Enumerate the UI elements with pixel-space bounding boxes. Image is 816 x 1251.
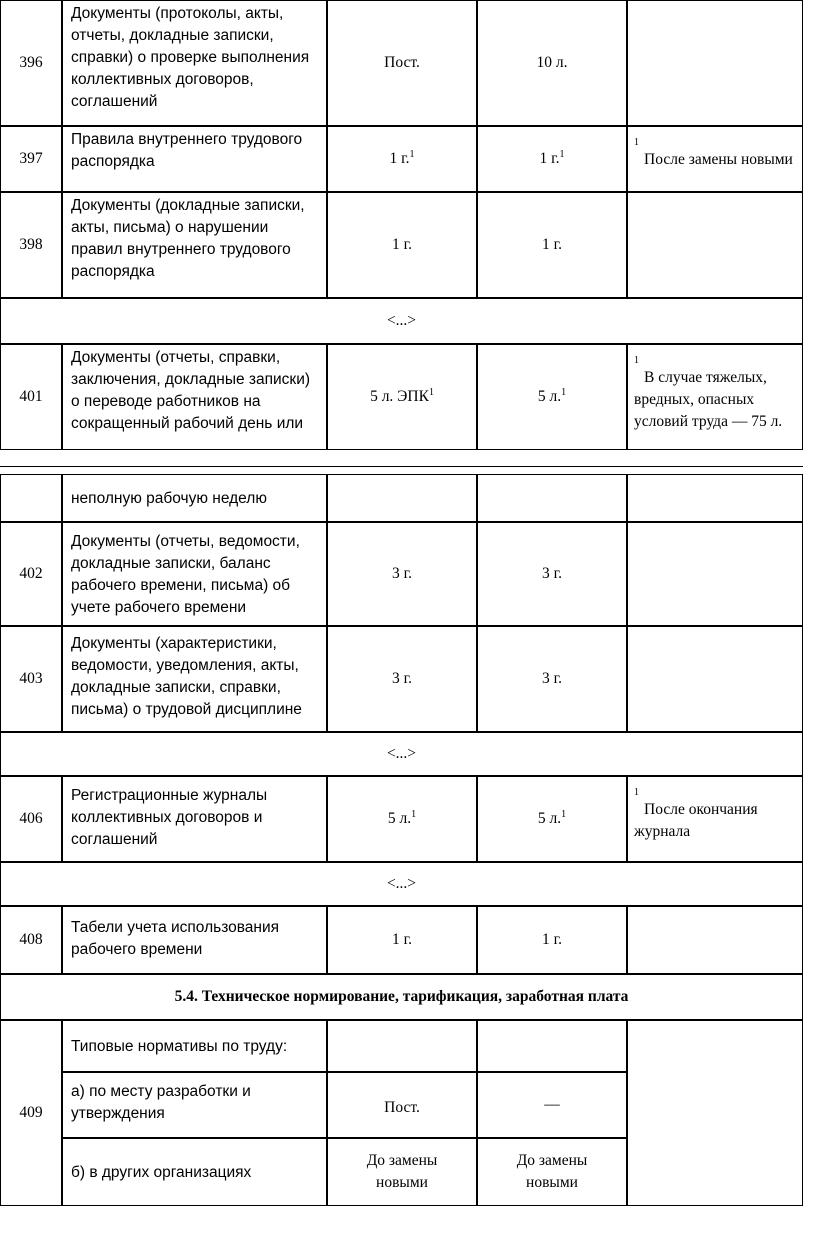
retention-period-b (477, 1020, 627, 1072)
retention-period-a: 1 г.$^1$ (327, 126, 477, 192)
retention-period-b: 1 г. (477, 906, 627, 974)
retention-period-b: 3 г. (477, 626, 627, 732)
note-cell: 1 В случае тяжелых, вредных, опасных условий труда — 75 л. (627, 344, 803, 450)
row-number: 409 (0, 1020, 62, 1206)
retention-period-b: — (477, 1072, 627, 1138)
page-break-line (0, 466, 803, 467)
note-cell (627, 522, 803, 626)
row-description: Регистрационные журналы коллективных договоров и соглашений (62, 776, 327, 862)
retention-period-a: 1 г. (327, 192, 477, 298)
retention-period-b: 3 г. (477, 522, 627, 626)
row-description: Документы (отчеты, ведомости, докладные записки, баланс рабочего времени, письма) об учете рабочего времени (62, 522, 327, 626)
retention-period-b: 10 л. (477, 0, 627, 126)
row-number: 396 (0, 0, 62, 126)
row-description: Табели учета использования рабочего времени (62, 906, 327, 974)
row-number: 402 (0, 522, 62, 626)
row-number: 403 (0, 626, 62, 732)
retention-period-a: 5 л.$^1$ (327, 776, 477, 862)
row-number: 397 (0, 126, 62, 192)
row-number (0, 474, 62, 522)
note-cell (627, 1020, 803, 1206)
row-number: 406 (0, 776, 62, 862)
retention-period-a: Пост. (327, 1072, 477, 1138)
section-title: 5.4. Техническое нормирование, тарификация, заработная плата (0, 974, 803, 1020)
note-cell (627, 474, 803, 522)
row-description: Документы (характеристики, ведомости, уведомления, акты, докладные записки, справки, письма) о трудовой дисциплине (62, 626, 327, 732)
omitted-rows: <...> (0, 862, 803, 906)
note-cell (627, 0, 803, 126)
omitted-rows: <...> (0, 732, 803, 776)
note-cell: 1 После замены новыми (627, 126, 803, 192)
retention-period-a: Пост. (327, 0, 477, 126)
retention-period-a: 1 г. (327, 906, 477, 974)
retention-period-a: 5 л. ЭПК$^1$ (327, 344, 477, 450)
row-number: 398 (0, 192, 62, 298)
note-cell (627, 192, 803, 298)
row-description: Типовые нормативы по труду: (62, 1020, 327, 1072)
retention-period-b (477, 474, 627, 522)
retention-period-b: До замены новыми (477, 1138, 627, 1206)
row-description: Правила внутреннего трудового распорядка (62, 126, 327, 192)
row-description: неполную рабочую неделю (62, 474, 327, 522)
row-description: Документы (отчеты, справки, заключения, докладные записки) о переводе работников на сокращенный рабочий день или (62, 344, 327, 450)
retention-period-a: 3 г. (327, 626, 477, 732)
retention-period-a: До замены новыми (327, 1138, 477, 1206)
note-cell (627, 626, 803, 732)
sub-item-description: а) по месту разработки и утверждения (62, 1072, 327, 1138)
row-description: Документы (докладные записки, акты, письма) о нарушении правил внутреннего трудового распорядка (62, 192, 327, 298)
retention-period-b: 5 л.$^1$ (477, 776, 627, 862)
sub-item-description: б) в других организациях (62, 1138, 327, 1206)
omitted-rows: <...> (0, 298, 803, 344)
retention-period-b: 5 л.$^1$ (477, 344, 627, 450)
note-cell: 1 После окончания журнала (627, 776, 803, 862)
retention-period-a: 3 г. (327, 522, 477, 626)
row-description: Документы (протоколы, акты, отчеты, докладные записки, справки) о проверке выполнения коллективных договоров, соглашений (62, 0, 327, 126)
row-number: 401 (0, 344, 62, 450)
retention-period-a (327, 1020, 477, 1072)
note-cell (627, 906, 803, 974)
retention-period-a (327, 474, 477, 522)
row-number: 408 (0, 906, 62, 974)
retention-period-b: 1 г.$^1$ (477, 126, 627, 192)
retention-period-b: 1 г. (477, 192, 627, 298)
